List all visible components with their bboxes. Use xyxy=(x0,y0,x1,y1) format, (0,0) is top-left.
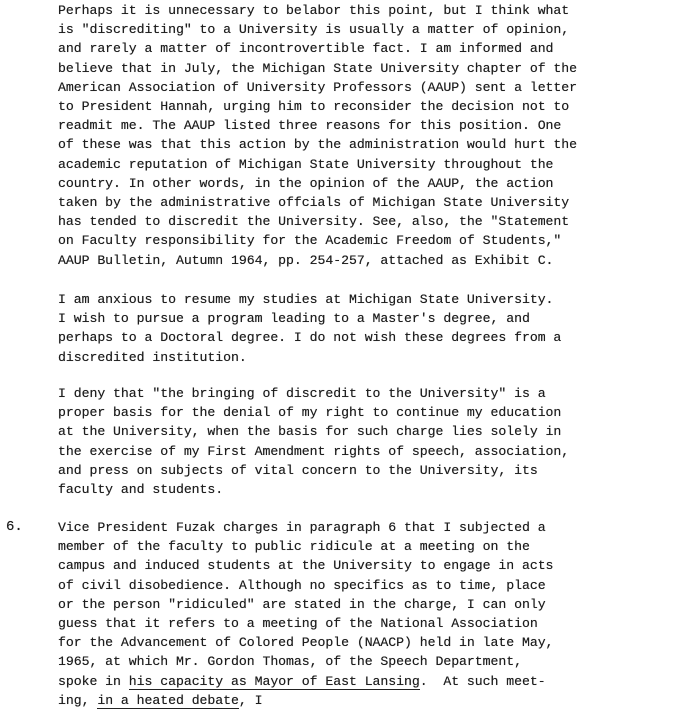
text-line: the exercise of my First Amendment rights of speech, association, xyxy=(58,443,570,459)
text-line: and rarely a matter of incontrovertible fact. I am informed and xyxy=(58,41,554,57)
text-line: on Faculty responsibility for the Academic Freedom of Students," xyxy=(58,233,562,249)
text-line: of these was that this action by the administration would hurt the xyxy=(58,137,578,153)
paragraph-charge-six xyxy=(58,518,553,710)
text-line: and press on subjects of vital concern to the University, its xyxy=(58,462,538,478)
text-line: of civil disobedience. Although no specifics as to time, place xyxy=(58,577,546,593)
text-line: I wish to pursue a program leading to a Master's degree, and xyxy=(58,311,530,327)
paragraph-first-amendment xyxy=(58,384,569,499)
paragraph-resume-studies xyxy=(58,290,561,367)
text-line: American Association of University Professors (AAUP) sent a letter xyxy=(58,79,578,95)
text-line: faculty and students. xyxy=(58,482,224,498)
text-line: for the Advancement of Colored People (NAACP) held in late May, xyxy=(58,635,554,651)
text-line xyxy=(58,691,553,710)
text-line: Vice President Fuzak charges in paragraph 6 that I subjected a xyxy=(58,520,546,535)
text-line: perhaps to a Doctoral degree. I do not wish these degrees from a xyxy=(58,330,562,346)
text-run: , I xyxy=(238,692,263,708)
text-line: 1965, at which Mr. Gordon Thomas, of the Speech Department, xyxy=(58,654,522,670)
text-line: AAUP Bulletin, Autumn 1964, pp. 254-257, attached as Exhibit C. xyxy=(58,252,554,268)
paragraph-number: 6. xyxy=(6,519,23,535)
text-run: ing, xyxy=(58,692,98,708)
text-line: country. In other words, in the opinion of the AAUP, the action xyxy=(58,175,554,191)
text-line: proper basis for the denial of my right to continue my education xyxy=(58,405,562,421)
text-line: believe that in July, the Michigan State University chapter of the xyxy=(58,60,578,76)
text-line: member of the faculty to public ridicule at a meeting on the xyxy=(58,539,530,555)
text-line: academic reputation of Michigan State University throughout the xyxy=(58,156,554,172)
text-run: . At such meet- xyxy=(419,673,546,689)
text-line: is "discrediting" to a University is usually a matter of opinion, xyxy=(58,22,570,38)
text-line: or the person "ridiculed" are stated in the charge, I can only xyxy=(58,596,546,612)
text-line: Perhaps it is unnecessary to belabor this point, but I think what xyxy=(58,3,570,18)
text-line: at the University, when the basis for such charge lies solely in xyxy=(58,424,562,440)
text-line: guess that it refers to a meeting of the National Association xyxy=(58,616,538,632)
text-line: I am anxious to resume my studies at Michigan State University. xyxy=(58,292,554,307)
underlined-text: his capacity as Mayor of East Lansing xyxy=(128,673,420,689)
text-line xyxy=(58,672,553,691)
text-line: has tended to discredit the University. See, also, the "Statement xyxy=(58,214,570,230)
paragraph-discrediting-opinion xyxy=(58,1,577,270)
text-line: discredited institution. xyxy=(58,349,247,365)
text-line: readmit me. The AAUP listed three reasons for this position. One xyxy=(58,118,562,134)
text-line: campus and induced students at the University to engage in acts xyxy=(58,558,554,574)
text-line: to President Hannah, urging him to reconsider the decision not to xyxy=(58,99,570,115)
underlined-text: in a heated debate xyxy=(97,692,239,708)
text-run: spoke in xyxy=(58,673,129,689)
text-line: taken by the administrative offcials of Michigan State University xyxy=(58,195,570,211)
text-line: I deny that "the bringing of discredit to the University" is a xyxy=(58,386,546,401)
